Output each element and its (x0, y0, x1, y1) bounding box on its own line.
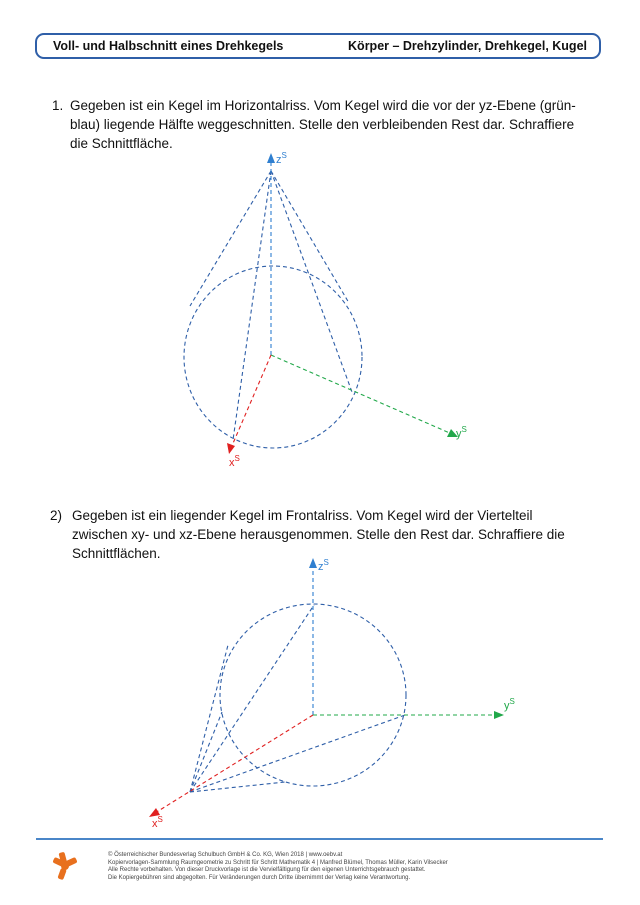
fig2-generator-top (190, 645, 228, 792)
task-2-number: 2) (50, 508, 63, 523)
fig2-x-label: $x^S$ (152, 815, 163, 830)
footer-line-1: © Österreichischer Bundesverlag Schulbuch GmbH & Co. KG, Wien 2018 | www.oebv.at (108, 852, 343, 858)
fig2-y-axis (313, 697, 515, 719)
fig1-y-label: $y^S$ (456, 425, 467, 440)
footer-text (108, 852, 448, 882)
header-left-title: Voll- und Halbschnitt eines Drehkegels (53, 39, 284, 53)
fig2-y-label: $y^S$ (504, 697, 515, 712)
fig2-z-label: $z^S$ (318, 558, 329, 573)
fig1-x-label: $x^S$ (229, 454, 240, 469)
task-1-text: Gegeben ist ein Kegel im Horizontalriss. Vom Kegel wird die vor der yz-Ebene (grün-blau) liegende Hälfte weggeschnitten. Stelle den verbleibenden Rest dar. Schraffiere die Schnittfläche. (70, 98, 576, 151)
footer-line-2: Kopiervorlagen-Sammlung Raumgeometrie zu Schritt für Schritt Mathematik 4 | Manfred Blümel, Thomas Müller, Karin Vilsecker (108, 859, 448, 866)
publisher-logo-icon (52, 852, 78, 880)
header-right-title: Körper – Drehzylinder, Drehkegel, Kugel (348, 39, 587, 53)
footer-divider (36, 838, 603, 840)
fig1-z-label: $z^S$ (276, 151, 287, 166)
fig2-generator-lower (190, 712, 222, 792)
footer-line-3: Alle Rechte vorbehalten. Von dieser Druckvorlage ist die Vervielfältigung für den eigenen Unterrichtsgebrauch gestattet. (108, 867, 426, 874)
footer-line-4: Die Kopiergebühren sind abgegolten. Für Veränderungen durch Dritte übernimmt der Verlag keine Verantwortung. (108, 874, 411, 881)
fig2-base-circle (220, 604, 406, 786)
fig2-z-axis (309, 558, 329, 715)
fig2-x-axis (149, 715, 313, 830)
fig2-generator-right (190, 715, 405, 792)
task-2-text: Gegeben ist ein liegender Kegel im Frontalriss. Vom Kegel wird der Viertelteil zwischen xy- und xz-Ebene herausgenommen. Stelle den Rest dar. Schraffiere die Schnittflächen. (72, 508, 565, 561)
task-1-number: 1. (52, 98, 64, 113)
